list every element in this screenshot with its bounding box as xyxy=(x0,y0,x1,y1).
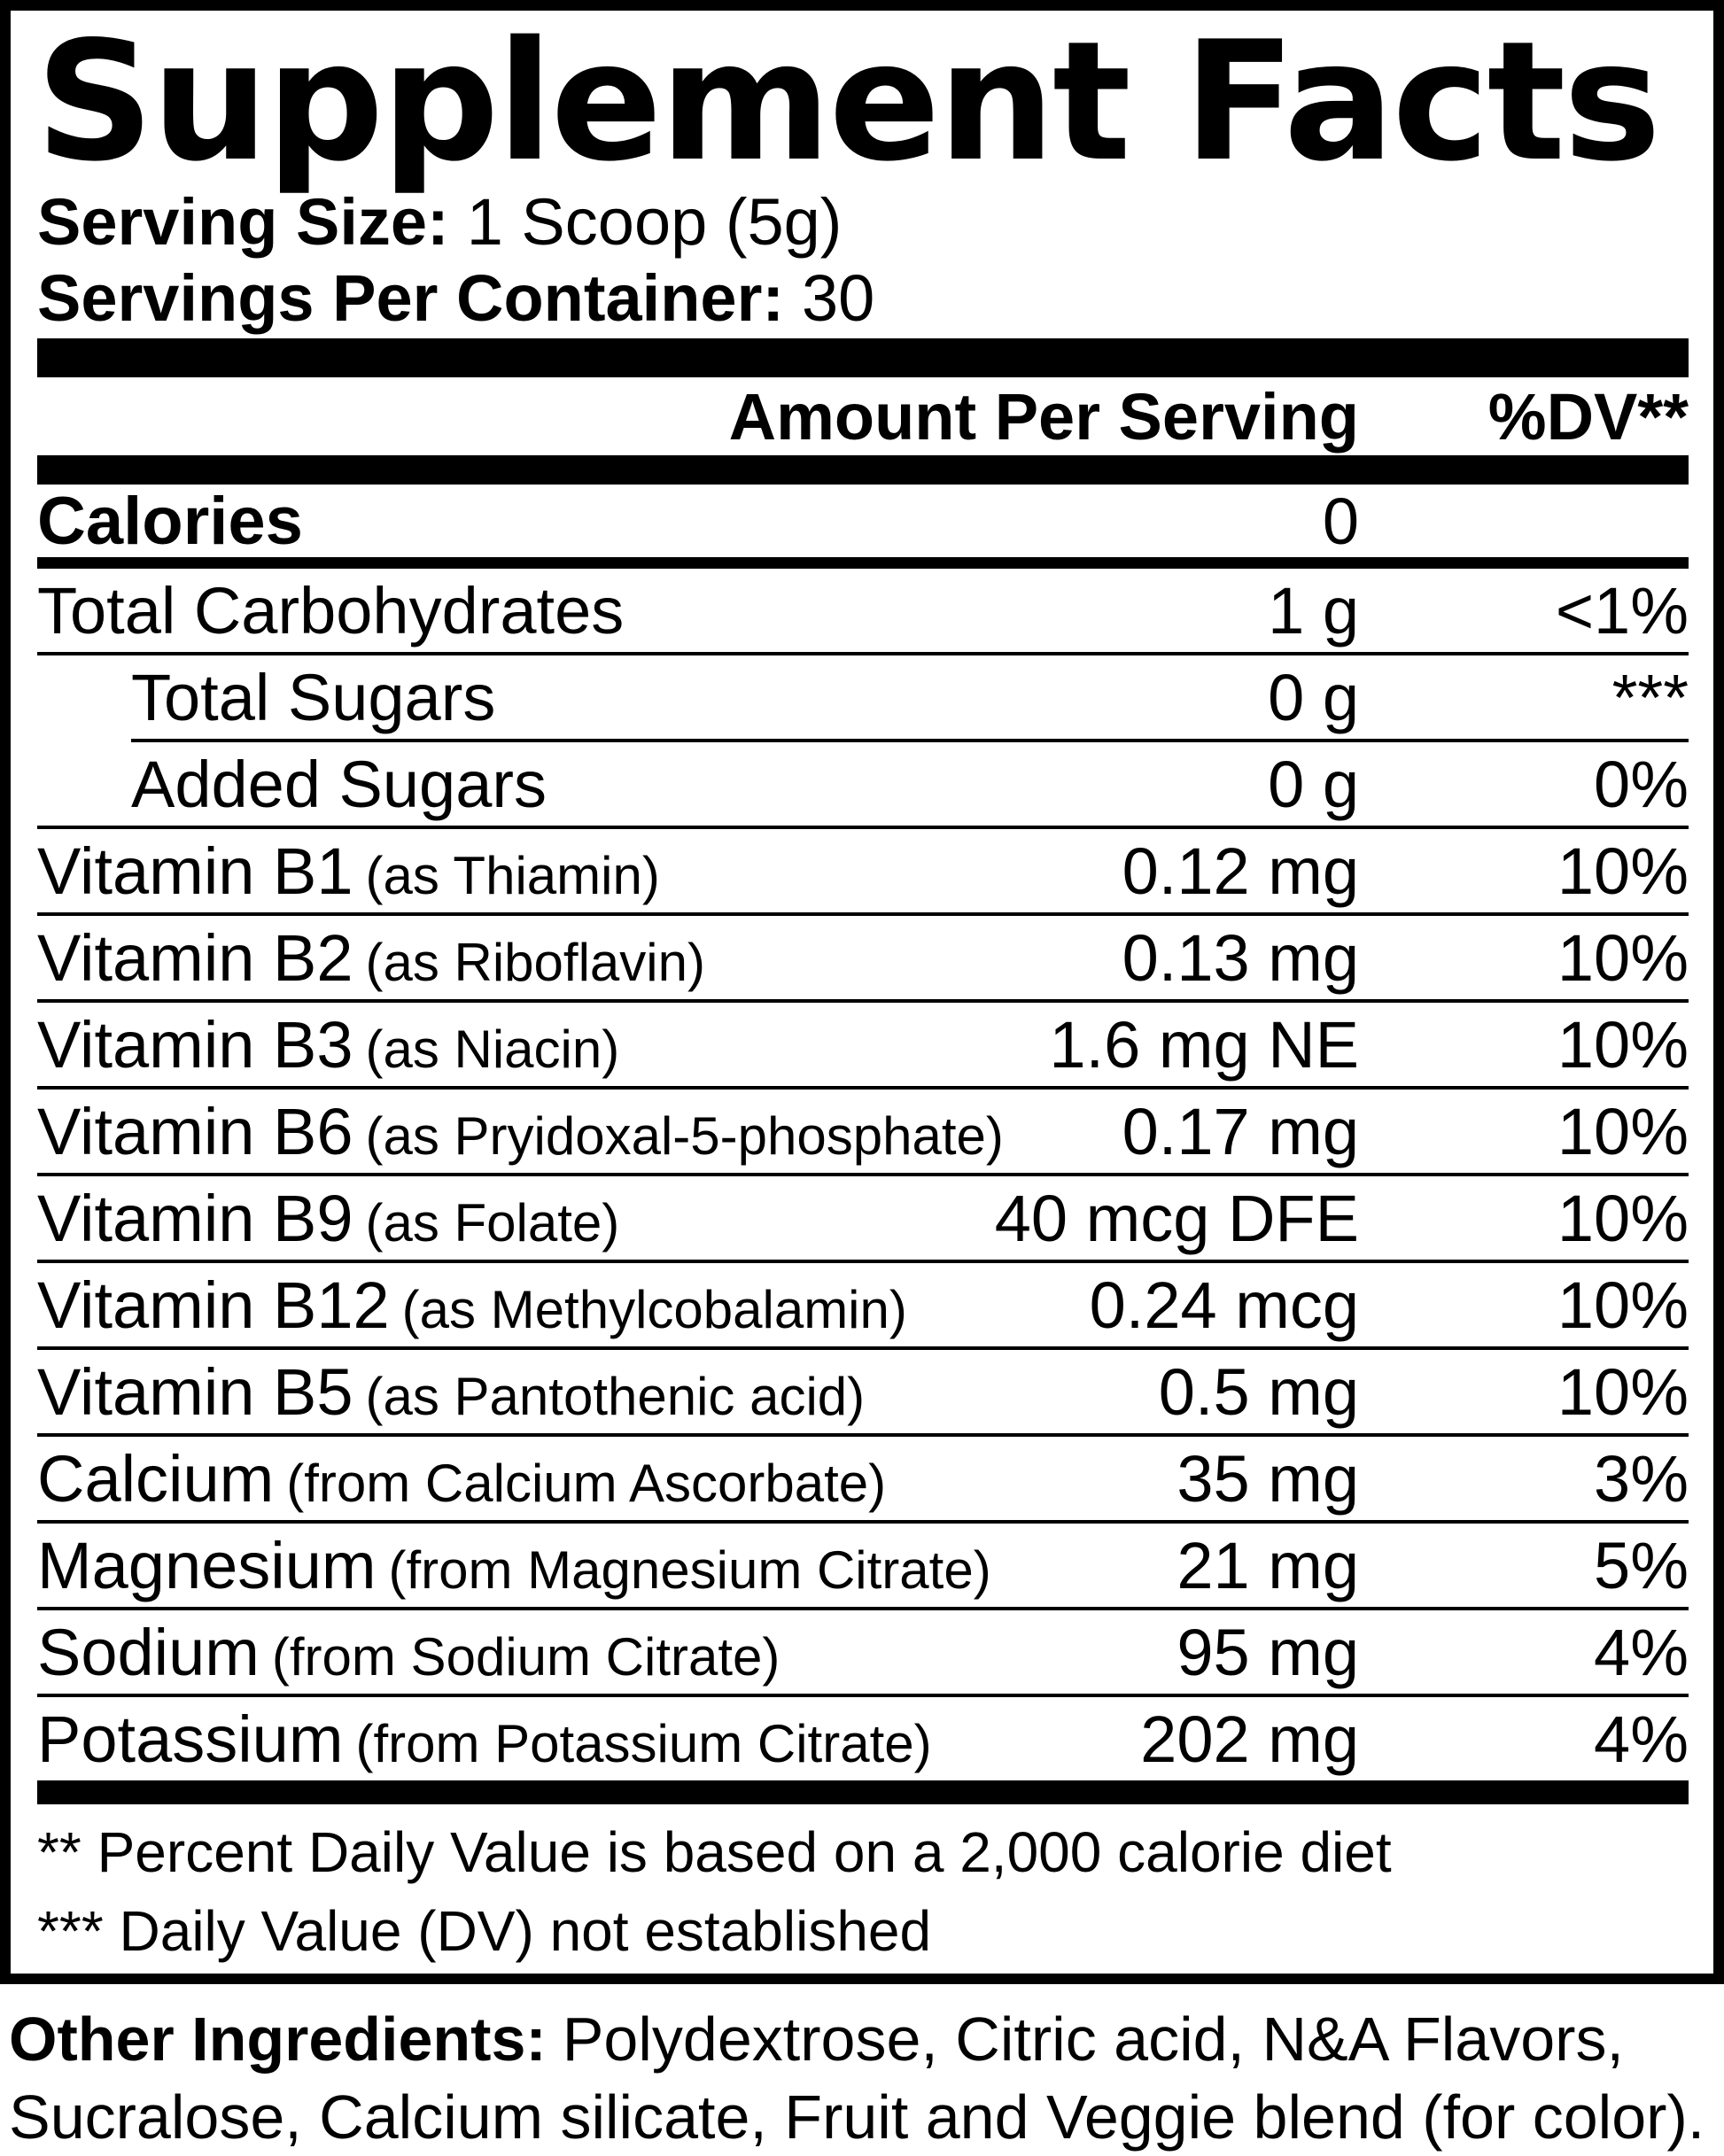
nutrient-name: Vitamin B2 xyxy=(37,920,353,995)
table-header-row xyxy=(37,377,1689,455)
nutrient-name: Vitamin B3 xyxy=(37,1007,353,1082)
nutrient-name-cell xyxy=(37,920,705,996)
nutrient-amount: 0.12 mg xyxy=(1122,834,1359,908)
nutrient-amount: 0.5 mg xyxy=(1158,1354,1359,1429)
nutrient-detail: (from Calcium Ascorbate) xyxy=(286,1453,887,1513)
nutrient-detail: (as Riboflavin) xyxy=(365,932,705,992)
nutrient-row-content xyxy=(37,1524,1689,1607)
nutrient-name: Magnesium xyxy=(37,1528,377,1602)
nutrient-detail: (as Folate) xyxy=(365,1192,620,1252)
nutrient-name-cell xyxy=(37,1268,907,1343)
nutrient-name-cell xyxy=(37,1441,886,1516)
nutrient-detail: (as Methylcobalamin) xyxy=(401,1279,907,1339)
servings-per-container-label: Servings Per Container: xyxy=(37,261,785,335)
nutrient-name-cell xyxy=(37,1528,991,1603)
nutrient-amount: 1 g xyxy=(1268,573,1359,648)
nutrient-row xyxy=(37,1263,1689,1350)
nutrient-amount: 202 mg xyxy=(1140,1702,1359,1776)
nutrient-name-cell xyxy=(37,1354,865,1430)
serving-size-label: Serving Size: xyxy=(37,185,449,259)
nutrient-dv: 3% xyxy=(1594,1441,1689,1516)
nutrient-row xyxy=(37,1610,1689,1697)
nutrient-name: Vitamin B12 xyxy=(37,1268,390,1342)
servings-per-container-line xyxy=(37,260,1689,337)
nutrient-detail: (from Sodium Citrate) xyxy=(271,1626,780,1687)
nutrient-name-cell xyxy=(37,1094,1004,1169)
nutrient-name: Calcium xyxy=(37,1441,275,1516)
nutrient-dv: 4% xyxy=(1594,1615,1689,1689)
nutrient-name-cell xyxy=(37,1615,780,1690)
nutrient-row xyxy=(37,1003,1689,1090)
nutrient-row-content xyxy=(37,829,1689,912)
servings-per-container-value: 30 xyxy=(802,261,875,335)
nutrient-row xyxy=(37,569,1689,655)
nutrient-name-cell xyxy=(37,1181,619,1256)
divider-thick-footnotes xyxy=(37,1780,1689,1804)
nutrient-amount: 35 mg xyxy=(1177,1441,1359,1516)
nutrient-amount: 1.6 mg NE xyxy=(1049,1007,1359,1082)
nutrient-amount: 0 g xyxy=(1268,660,1359,734)
nutrient-detail: (as Pryidoxal-5-phosphate) xyxy=(365,1105,1004,1166)
nutrient-detail: (as Niacin) xyxy=(365,1019,620,1079)
nutrient-name-cell xyxy=(37,1702,932,1777)
divider-thick-top xyxy=(37,338,1689,377)
nutrient-dv: 10% xyxy=(1557,1007,1689,1082)
percent-dv-header: %DV** xyxy=(1487,379,1689,454)
nutrient-amount: 95 mg xyxy=(1177,1615,1359,1689)
nutrient-row-content xyxy=(37,1350,1689,1433)
nutrient-amount: 0.17 mg xyxy=(1122,1094,1359,1168)
nutrient-row-content xyxy=(37,569,1689,652)
nutrient-name: Total Carbohydrates xyxy=(37,573,625,648)
nutrient-name-cell xyxy=(37,660,495,735)
nutrient-row-content xyxy=(37,1610,1689,1694)
nutrient-table xyxy=(37,569,1689,1780)
footnotes xyxy=(37,1804,1689,1971)
nutrient-row xyxy=(37,1176,1689,1263)
nutrient-row xyxy=(37,742,1689,829)
nutrient-dv: 5% xyxy=(1594,1528,1689,1602)
nutrient-detail: (from Potassium Citrate) xyxy=(355,1713,932,1773)
footnote-dv-not-established: *** Daily Value (DV) not established xyxy=(37,1899,932,1963)
nutrient-dv: 4% xyxy=(1594,1702,1689,1776)
serving-size-value: 1 Scoop (5g) xyxy=(466,185,843,259)
nutrient-dv: 10% xyxy=(1557,1181,1689,1255)
other-ingredients-label: Other Ingredients: xyxy=(9,2005,547,2074)
calories-label: Calories xyxy=(37,483,303,559)
nutrient-row-content xyxy=(37,916,1689,999)
nutrient-row-content xyxy=(37,742,1689,826)
nutrient-name: Added Sugars xyxy=(131,747,547,821)
nutrient-detail: (from Magnesium Citrate) xyxy=(388,1539,991,1600)
nutrient-dv: 0% xyxy=(1594,747,1689,821)
nutrient-dv: 10% xyxy=(1557,834,1689,908)
nutrient-amount: 21 mg xyxy=(1177,1528,1359,1602)
divider-thick-header xyxy=(37,455,1689,485)
nutrient-amount: 40 mcg DFE xyxy=(994,1181,1359,1255)
other-ingredients-line1: Polydextrose, Citric acid, N&A Flavors, xyxy=(562,2005,1624,2074)
nutrient-row-content xyxy=(37,1437,1689,1520)
nutrient-name-cell xyxy=(37,573,624,648)
amount-per-serving-header: Amount Per Serving xyxy=(728,379,1359,454)
panel-title: Supplement Facts xyxy=(35,5,1659,198)
nutrient-name-cell xyxy=(37,747,547,822)
nutrient-row-content xyxy=(37,1263,1689,1346)
nutrient-name: Total Sugars xyxy=(131,660,496,734)
nutrient-dv: <1% xyxy=(1555,573,1689,648)
calories-row xyxy=(37,485,1689,557)
nutrient-name-cell xyxy=(37,834,660,909)
nutrient-name: Potassium xyxy=(37,1702,344,1776)
nutrient-name: Vitamin B5 xyxy=(37,1354,353,1429)
footnote-dv-basis: ** Percent Daily Value is based on a 2,000 calorie diet xyxy=(37,1820,1392,1884)
nutrient-row xyxy=(37,1524,1689,1610)
nutrient-row xyxy=(37,1437,1689,1524)
nutrient-row xyxy=(37,829,1689,916)
nutrient-amount: 0.13 mg xyxy=(1122,920,1359,995)
nutrient-row-content xyxy=(37,1090,1689,1173)
nutrient-name: Sodium xyxy=(37,1615,260,1689)
nutrient-dv: *** xyxy=(1611,660,1689,734)
nutrient-detail: (as Thiamin) xyxy=(365,845,660,905)
nutrient-amount: 0 g xyxy=(1268,747,1359,821)
nutrient-amount: 0.24 mcg xyxy=(1089,1268,1359,1342)
nutrient-row xyxy=(37,1697,1689,1780)
nutrient-row-content xyxy=(37,655,1689,739)
nutrient-row xyxy=(37,655,1689,742)
nutrient-name: Vitamin B9 xyxy=(37,1181,353,1255)
nutrient-dv: 10% xyxy=(1557,1354,1689,1429)
other-ingredients-line2: Sucralose, Calcium silicate, Fruit and Veggie blend (for color). xyxy=(9,2082,1705,2152)
nutrient-name: Vitamin B6 xyxy=(37,1094,353,1168)
nutrient-row xyxy=(37,1350,1689,1437)
other-ingredients xyxy=(0,1984,1724,2156)
nutrient-detail: (as Pantothenic acid) xyxy=(365,1366,866,1426)
nutrient-dv: 10% xyxy=(1557,1094,1689,1168)
nutrient-row xyxy=(37,1090,1689,1176)
nutrient-dv: 10% xyxy=(1557,1268,1689,1342)
calories-value: 0 xyxy=(1322,484,1359,558)
nutrient-dv: 10% xyxy=(1557,920,1689,995)
nutrient-row xyxy=(37,916,1689,1003)
nutrient-row-content xyxy=(37,1697,1689,1780)
nutrient-name: Vitamin B1 xyxy=(37,834,353,908)
nutrient-row-content xyxy=(37,1003,1689,1086)
nutrient-name-cell xyxy=(37,1007,619,1082)
nutrient-row-content xyxy=(37,1176,1689,1260)
